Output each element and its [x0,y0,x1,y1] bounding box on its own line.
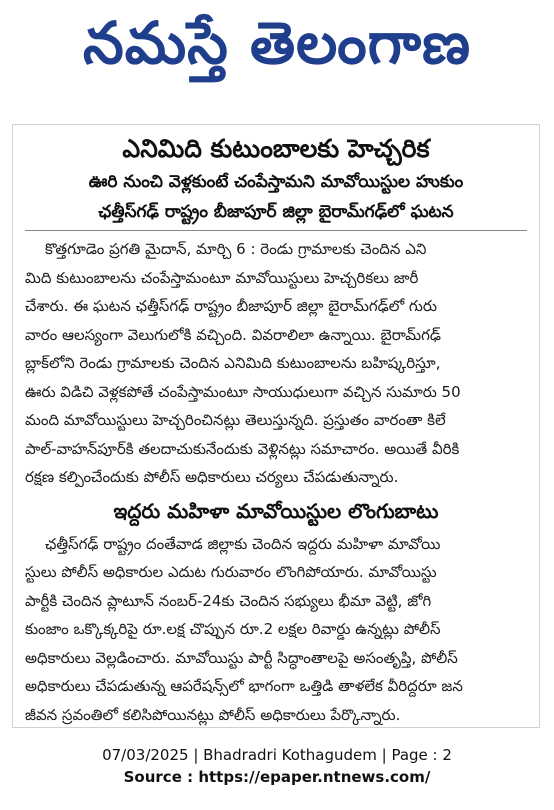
paragraph-line: కుంజాం ఒక్కొక్కరిపై రూ.లక్ష చొప్పున రూ.2 లక్షల రివార్డు ఉన్నట్లు పోలీస్ [25,620,441,638]
paragraph-line: ఊరు విడిచి వెళ్లకపోతే చంపేస్తామంటూ సాయుధులుగా వచ్చిన సుమారు 50 [25,382,461,401]
paragraph-line: కొత్తగూడెం ప్రగతి మైదాన్, మార్చి 6 : రెండు గ్రామాలకు చెందిన ఎని [45,240,427,258]
paragraph-line: మంది మావోయిస్టులు హెచ్చరించినట్లు తెలుస్తున్నది. ప్రస్తుతం వారంతా కిలే [25,411,446,429]
paragraph-line: మిది కుటుంబాలను చంపేస్తామంటూ మావోయిస్టులు హెచ్చరికలు జారీ [25,268,419,287]
paragraph-line: రక్షణ కల్పించేందుకు పోలీస్ అధికారులు చర్యలు చేపడుతున్నారు. [25,468,399,486]
masthead-logo [0,0,554,100]
paragraph-line: అధికారులు వెల్లడించారు. మావోయిస్టు పార్టీ సిద్ధాంతాలపై అసంతృప్తి, పోలీస్ [25,648,458,667]
paragraph-line: జీవన స్రవంతిలో కలిసిపోయినట్లు పోలీస్ అధికారులు పేర్కొన్నారు. [25,705,401,724]
edition-info: 07/03/2025 | Bhadradri Kothagudem | Page : 2 [102,746,452,764]
article-subhead-1: ఊరి నుంచి వెళ్లకుంటే చంపేస్తామని మావోయిస్టుల హుకుం [88,172,464,192]
paragraph-line: స్టులు పోలీస్ అధికారుల ఎదుట గురువారం లొంగిపోయారు. మావోయిస్టు [25,563,437,581]
section-heading: ఇద్దరు మహిళా మావోయిస్టుల లొంగుబాటు [113,498,439,523]
article-headline: ఎనిమిది కుటుంబాలకు హెచ్చరిక [122,134,430,163]
paragraph-line: బ్లాక్‌లోని రెండు గ్రామాలకు చెందిన ఎనిమిది కుటుంబాలను బహిష్కరిస్తూ, [25,354,441,372]
article-paragraph-1 [25,235,527,492]
paragraph-line: వారం ఆలస్యంగా వెలుగులోకి వచ్చింది. వివరాలిలా ఉన్నాయి. బైరామ్‌గఢ్ [25,325,441,344]
news-clipping [12,124,540,728]
divider [25,230,527,231]
source-link[interactable]: Source : https://epaper.ntnews.com/ [123,768,431,786]
article-paragraph-2 [25,530,527,729]
paragraph-line: చేశారు. ఈ ఘటన ఛత్తీస్‌గఢ్ రాష్ట్రం బీజాపూర్ జిల్లా బైరామ్‌గఢ్‌లో గురు [25,297,437,315]
article-subhead-2: ఛత్తీస్‌గఢ్ రాష్ట్రం బీజాపూర్ జిల్లా బైరామ్‌గఢ్‌లో ఘటన [98,202,454,222]
masthead-title: నమస్తే తెలంగాణ [83,8,471,77]
paragraph-line: అధికారులు చేపడుతున్న ఆపరేషన్స్‌లో భాగంగా ఒత్తిడి తాళలేక వీరిద్దరూ జన [25,677,463,695]
paragraph-line: ఛత్తీస్‌గఢ్ రాష్ట్రం దంతేవాడ జిల్లాకు చెందిన ఇద్దరు మహిళా మావోయి [45,534,441,553]
paragraph-line: పాల్-వాహన్‌పూర్‌కి తలదాచుకునేందుకు వెళ్లినట్లు సమాచారం. అయితే వీరికి [25,439,460,458]
paragraph-line: పార్టీకి చెందిన ప్లాటూన్ నంబర్-24కు చెందిన సభ్యులు భీమా వెట్టి, జోగి [25,591,432,610]
